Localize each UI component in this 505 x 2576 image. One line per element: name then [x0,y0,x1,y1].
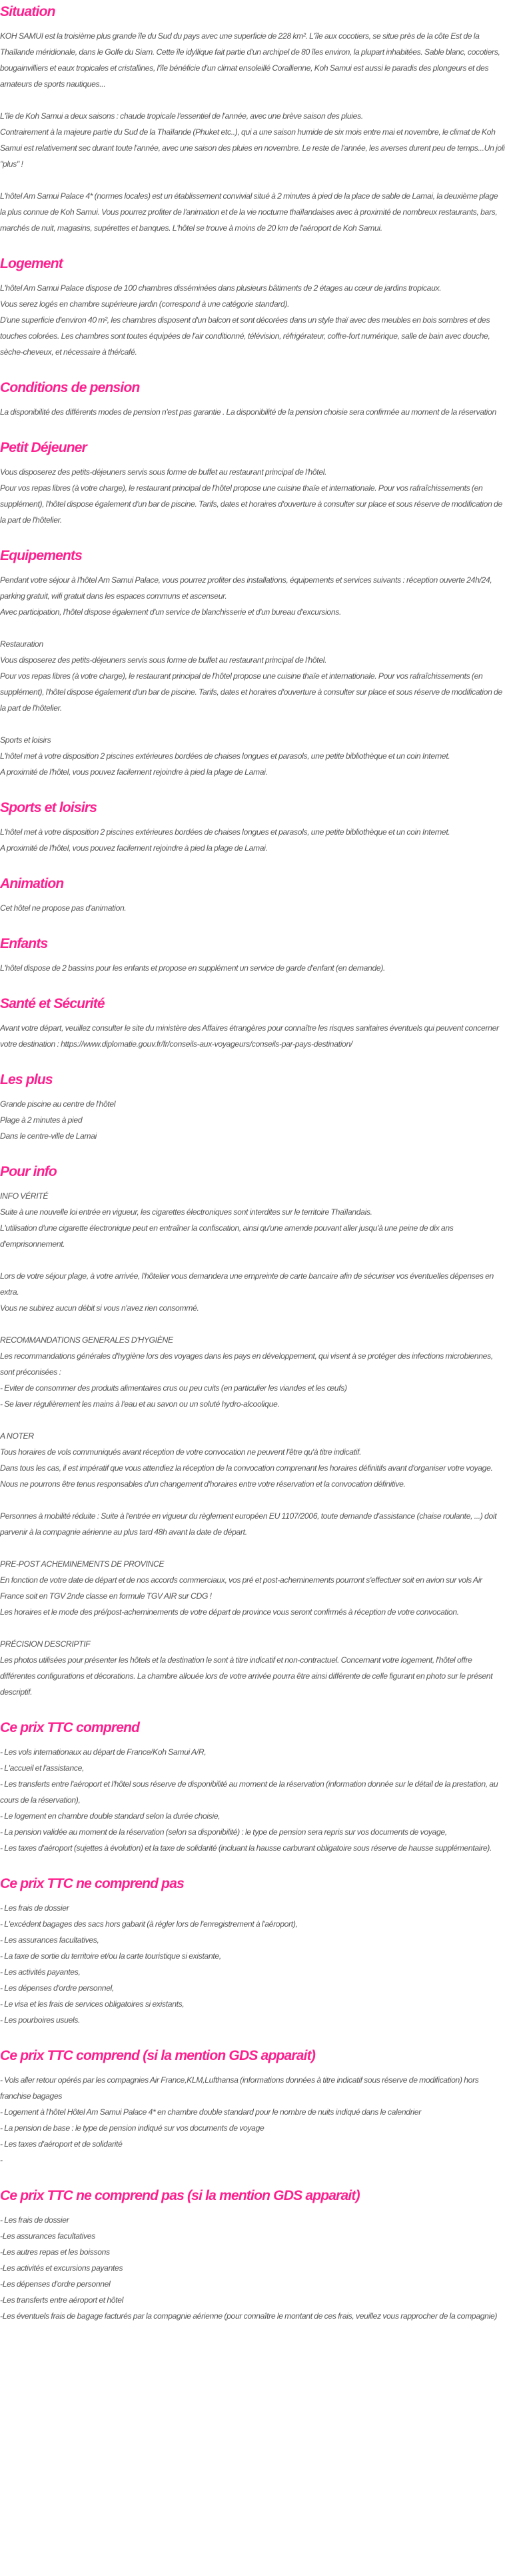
text-line: - Logement à l'hôtel Hôtel Am Samui Palace 4* en chambre double standard pour le nombre de nuits indiqué dans le calendrier [0,2107,421,2117]
section-heading: Sports et loisirs [0,800,97,815]
paragraph [0,1096,505,1144]
text-line: Restauration [0,639,43,649]
text-line: Tous horaires de vols communiqués avant réception de votre convocation ne peuvent l'être qu'à titre indicatif. [0,1447,362,1457]
text-line: Les recommandations générales d'hygiène lors des voyages dans les pays en développement, qui visent à se protéger des infections microbiennes, sont préconisées : [0,1351,493,1377]
section-ce-prix-ttc-ne-comprend-pas-si-la-mention-gds-apparait [0,2184,505,2324]
paragraph [0,636,505,716]
text-line: Suite à une nouvelle loi entrée en vigueur, les cigarettes électroniques sont interdites sur le territoire Thaïlandais. [0,1207,372,1217]
paragraph [0,1020,505,1052]
text-line: Vous serez logés en chambre supérieure jardin (correspond à une catégorie standard). [0,299,290,309]
text-line: - La pension de base : le type de pension indiqué sur vos documents de voyage [0,2123,264,2133]
text-line: L'hôtel Am Samui Palace dispose de 100 chambres disséminées dans plusieurs bâtiments de 2 étages au cœur de jardins tropicaux. [0,283,442,293]
text-line: Contrairement à la majeure partie du Sud de la Thaïlande (Phuket etc..), qui a une saison humide de six mois entre mai et novembre, le climat de Koh Samui est relativement sec durant toute l'année, avec une saison des pluies en novembre. Le reste de l'année, les averses durent peu de temps...Un joli "plus" ! [0,127,505,169]
section-equipements [0,544,505,780]
text-line: - Le logement en chambre double standard selon la durée choisie, [0,1811,221,1821]
section-heading: Santé et Sécurité [0,996,105,1011]
section-heading: Ce prix TTC comprend (si la mention GDS apparait) [0,2048,316,2063]
text-line: -Les assurances facultatives [0,2231,95,2241]
text-line: - Les activités payantes, [0,1967,81,1977]
section-conditions-de-pension [0,376,505,420]
text-line: - La taxe de sortie du territoire et/ou la carte touristique si existante, [0,1951,221,1961]
text-line: - Les transferts entre l'aéroport et l'hôtel sous réserve de disponibilité au moment de la réservation (information donnée sur le détail de la prestation, au cours de la réservation), [0,1779,498,1805]
text-line: - Les frais de dossier [0,1903,69,1913]
paragraph [0,900,505,916]
text-line: - Eviter de consommer des produits alimentaires crus ou peu cuits (en particulier les viandes et les œufs) [0,1383,347,1393]
paragraph [0,1508,505,1540]
section-pour-info [0,1160,505,1700]
text-line: Sports et loisirs [0,735,51,745]
text-line: L'hôtel met à votre disposition 2 piscines extérieures bordées de chaises longues et parasols, une petite bibliothèque et un coin Internet. [0,827,450,837]
section-heading: Logement [0,256,63,271]
text-line: - Les taxes d'aéroport (sujettes à évolution) et la taxe de solidarité (incluant la hausse carburant obligatoire sous réserve de hausse supplémentaire). [0,1843,492,1853]
text-line: Pour vos repas libres (à votre charge), le restaurant principal de l'hôtel propose une cuisine thaïe et internationale. Pour vos rafraîchissements (en supplément), l'hôtel dispose également d'un bar de piscine. Tarifs, dates et horaires d'ouverture à consulter sur place et sous réserve de modification de la part de l'hôtelier. [0,483,502,525]
text-line: - Les pourboires usuels. [0,2015,81,2025]
text-line: Avec participation, l'hôtel dispose également d'un service de blanchisserie et d'un bureau d'excursions. [0,607,342,617]
section-enfants [0,932,505,976]
text-line: RECOMMANDATIONS GENERALES D'HYGIÈNE [0,1335,173,1345]
text-line: - Les vols internationaux au départ de France/Koh Samui A/R, [0,1747,207,1757]
section-sante-et-securite [0,992,505,1052]
text-line: La disponibilité des différents modes de pension n'est pas garantie . La disponibilité de la pension choisie sera confirmée au moment de la réservation [0,407,496,417]
section-sports-et-loisirs [0,796,505,856]
section-petit-dejeuner [0,436,505,528]
section-animation [0,872,505,916]
text-line: D'une superficie d'environ 40 m², les chambres disposent d'un balcon et sont décorées dans un style thaï avec des meubles en bois sombres et des touches colorées. Les chambres sont toutes équipées de l'air conditionné, télévision, réfrigérateur, coffre-fort numérique, salle de bain avec douche, sèche-cheveux, et nécessaire à thé/café. [0,315,490,357]
section-heading: Petit Déjeuner [0,440,87,455]
text-line: Les horaires et le mode des pré/post-acheminements de votre départ de province vous seront confirmés à réception de votre convocation. [0,1607,459,1617]
text-line: L'hôtel dispose de 2 bassins pour les enfants et propose en supplément un service de garde d'enfant (en demande). [0,963,386,973]
paragraph [0,2212,505,2324]
text-line: - Les frais de dossier [0,2215,69,2225]
section-heading: Pour info [0,1164,57,1179]
paragraph [0,572,505,620]
text-line: -Les éventuels frais de bagage facturés par la compagnie aérienne (pour connaître le montant de ces frais, veuillez vous rapprocher de la compagnie) [0,2311,498,2321]
text-line: - Se laver régulièrement les mains à l'eau et au savon ou un soluté hydro-alcoolique. [0,1399,280,1409]
paragraph [0,1744,505,1856]
text-line: -Les autres repas et les boissons [0,2247,110,2257]
text-line: A proximité de l'hôtel, vous pouvez facilement rejoindre à pied la plage de Lamai. [0,767,268,777]
text-line: En fonction de votre date de départ et de nos accords commerciaux, vos pré et post-acheminements pourront s'effectuer soit en avion sur vols Air France soit en TGV 2nde classe en formule TGV AIR sur CDG ! [0,1575,482,1601]
paragraph [0,28,505,92]
paragraph [0,404,505,420]
text-line: Lors de votre séjour plage, à votre arrivée, l'hôtelier vous demandera une empreinte de carte bancaire afin de sécuriser vos éventuelles dépenses en extra. [0,1271,494,1297]
paragraph [0,960,505,976]
paragraph [0,824,505,856]
text-line: - Vols aller retour opérés par les compagnies Air France,KLM,Lufthansa (informations données à titre indicatif sous réserve de modification) hors franchise bagages [0,2075,479,2101]
paragraph [0,1268,505,1316]
text-line: Nous ne pourrons être tenus responsables d'un changement d'horaires entre votre réservation et la convocation définitive. [0,1479,406,1489]
paragraph [0,188,505,236]
section-heading: Animation [0,876,64,891]
text-line: -Les transferts entre aéroport et hôtel [0,2295,124,2305]
text-line: Dans tous les cas, il est impératif que vous attendiez la réception de la convocation comprenant les horaires définitifs avant d'organiser votre voyage. [0,1463,493,1473]
text-line: - Les dépenses d'ordre personnel, [0,1983,115,1993]
text-line: - L'excédent bagages des sacs hors gabarit (à régler lors de l'enregistrement à l'aéroport), [0,1919,298,1929]
text-line: -Les activités et excursions payantes [0,2263,123,2273]
paragraph [0,108,505,172]
text-line: - La pension validée au moment de la réservation (selon sa disponibilité) : le type de pension sera repris sur vos documents de voyage, [0,1827,447,1837]
section-heading: Ce prix TTC ne comprend pas [0,1876,184,1891]
text-line: - Les taxes d'aéroport et de solidarité [0,2139,123,2149]
paragraph [0,1428,505,1492]
text-line: Personnes à mobilité réduite : Suite à l'entrée en vigueur du règlement européen EU 1107/2006, toute demande d'assistance (chaise roulante, ...) doit parvenir à la compagnie aérienne au plus tard 48h avant la date de départ. [0,1511,497,1537]
section-ce-prix-ttc-ne-comprend-pas [0,1872,505,2028]
section-logement [0,252,505,360]
paragraph [0,1188,505,1252]
section-les-plus [0,1068,505,1144]
text-line: L'hôtel met à votre disposition 2 piscines extérieures bordées de chaises longues et parasols, une petite bibliothèque et un coin Internet. [0,751,450,761]
text-line: Les photos utilisées pour présenter les hôtels et la destination le sont à titre indicatif et non-contractuel. Concernant votre logement, l'hôtel offre différentes configurations et décorations. La chambre allouée lors de votre arrivée pourra être ainsi différente de celle figurant en photo sur le présent descriptif. [0,1655,493,1697]
paragraph [0,464,505,528]
paragraph [0,2072,505,2168]
text-line: - L'accueil et l'assistance, [0,1763,85,1773]
text-line: A NOTER [0,1431,34,1441]
text-line: L'hôtel Am Samui Palace 4* (normes locales) est un établissement convivial situé à 2 minutes à pied de la place de sable de Lamai, la deuxième plage la plus connue de Koh Samui. Vous pourrez profiter de l'animation et de la vie nocturne thaïlandaises avec à proximité de nombreux restaurants, bars, marchés de nuit, magasins, supérettes et banques. L'hôtel se trouve à moins de 20 km de l'aéroport de Koh Samui. [0,191,498,233]
section-heading: Enfants [0,936,48,951]
text-line: L'île de Koh Samui a deux saisons : chaude tropicale l'essentiel de l'année, avec une brève saison des pluies. [0,111,363,121]
text-line: - Les assurances facultatives, [0,1935,99,1945]
section-heading: Conditions de pension [0,380,140,395]
text-line: -Les dépenses d'ordre personnel [0,2279,111,2289]
paragraph [0,1332,505,1412]
text-line: Pendant votre séjour à l'hôtel Am Samui Palace, vous pourrez profiter des installations, équipements et services suivants : réception ouverte 24h/24, parking gratuit, wifi gratuit dans les espaces communs et ascenseur. [0,575,492,601]
text-line: Vous disposerez des petits-déjeuners servis sous forme de buffet au restaurant principal de l'hôtel. [0,655,327,665]
paragraph [0,1636,505,1700]
text-line: PRE-POST ACHEMINEMENTS DE PROVINCE [0,1559,165,1569]
text-line: A proximité de l'hôtel, vous pouvez facilement rejoindre à pied la plage de Lamai. [0,843,268,853]
text-line: Avant votre départ, veuillez consulter le site du ministère des Affaires étrangères pour connaître les risques sanitaires éventuels qui peuvent concerner votre destination : https://www.diplomatie.gouv.fr/fr/conseils-aux-voyageurs/conseils-par-pays-destination/ [0,1023,499,1049]
text-line: KOH SAMUI est la troisième plus grande île du Sud du pays avec une superficie de 228 km². L'île aux cocotiers, se situe près de la côte Est de la Thaïlande méridionale, dans le Golfe du Siam. Cette île idyllique fait partie d'un archipel de 80 îles environ, la plupart inhabitées. Sable blanc, cocotiers, bougainvilliers et eaux tropicales et cristallines, l'île bénéficie d'un climat ensoleillé Corallienne, Koh Samui est aussi le paradis des plongeurs et des amateurs de sports nautiques... [0,31,500,89]
text-line: PRÉCISION DESCRIPTIF [0,1639,91,1649]
text-line: INFO VÉRITÉ [0,1191,49,1201]
text-line: Pour vos repas libres (à votre charge), le restaurant principal de l'hôtel propose une cuisine thaïe et internationale. Pour vos rafraîchissements (en supplément), l'hôtel dispose également d'un bar de piscine. Tarifs, dates et horaires d'ouverture à consulter sur place et sous réserve de modification de la part de l'hôtelier. [0,671,502,713]
text-line: L'utilisation d'une cigarette électronique peut en entraîner la confiscation, ainsi qu'une amende pouvant aller jusqu'à une peine de dix ans d'emprisonnement. [0,1223,454,1249]
section-heading: Situation [0,4,55,19]
text-line: Cet hôtel ne propose pas d'animation. [0,903,127,913]
section-heading: Les plus [0,1072,53,1087]
section-ce-prix-ttc-comprend-si-la-mention-gds-apparait [0,2044,505,2168]
text-line: - Le visa et les frais de services obligatoires si existants, [0,1999,185,2009]
paragraph [0,732,505,780]
text-line: Dans le centre-ville de Lamai [0,1131,97,1141]
paragraph [0,1556,505,1620]
section-heading: Ce prix TTC ne comprend pas (si la mention GDS apparait) [0,2188,360,2203]
text-line: Vous ne subirez aucun débit si vous n'avez rien consommé. [0,1303,199,1313]
text-line: Vous disposerez des petits-déjeuners servis sous forme de buffet au restaurant principal de l'hôtel. [0,467,327,477]
text-line: Plage à 2 minutes à pied [0,1115,83,1125]
text-line: - [0,2155,3,2165]
paragraph [0,280,505,360]
paragraph [0,1900,505,2028]
section-heading: Ce prix TTC comprend [0,1720,140,1735]
section-ce-prix-ttc-comprend [0,1716,505,1856]
text-line: Grande piscine au centre de l'hôtel [0,1099,116,1109]
section-situation [0,0,505,236]
section-heading: Equipements [0,548,83,563]
